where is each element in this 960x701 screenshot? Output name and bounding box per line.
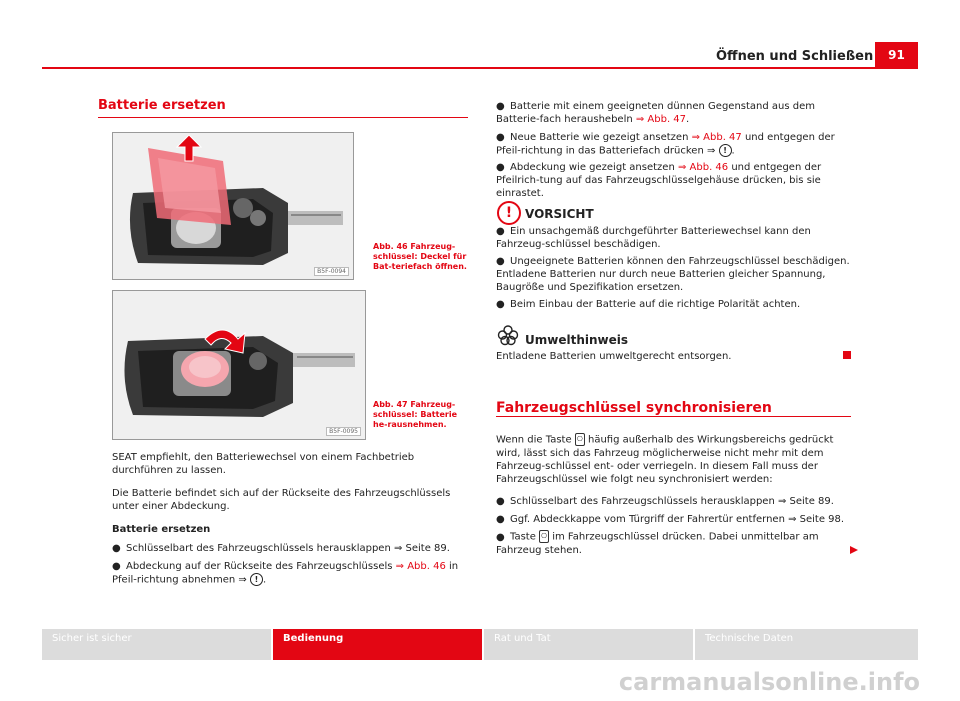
warning-icon: ! [497,201,521,225]
figure-link[interactable]: ⇒ Abb. 47 [635,114,687,125]
key-battery-cover-illustration [113,133,353,279]
list-item: ● Ggf. Abdeckkappe vom Türgriff der Fahrertür entfernen ⇒ Seite 98. [496,514,845,525]
figure-link[interactable]: ⇒ Abb. 46 [395,561,446,572]
environment-icon [497,324,519,350]
list-item: ● Batterie mit einem geeigneten dünnen Gegenstand aus dem Batterie-fach heraushebeln ⇒ Abb. 47. [496,101,816,125]
continue-arrow-icon [850,546,858,554]
section-title-battery: Batterie ersetzen [98,98,226,113]
header-rule [42,67,918,69]
figure-47-caption: Abb. 47 Fahrzeug-schlüssel: Batterie he-rausnehmen. [373,400,457,429]
paragraph-location: Die Batterie befindet sich auf der Rückseite des Fahrzeugschlüssels unter einer Abdeckung. [112,488,451,512]
list-item: ● Schlüsselbart des Fahrzeugschlüssels herausklappen ⇒ Seite 89. [112,543,450,554]
environment-title: Umwelthinweis [525,333,629,347]
watermark-text: carmanualsonline.info [618,668,920,696]
figure-46 [112,132,354,280]
list-item: ● Beim Einbau der Batterie auf die richtige Polarität achten. [496,299,801,310]
figure-code: B5F-0094 [314,267,349,276]
subheading-battery: Batterie ersetzen [112,524,211,535]
list-item: ● Ein unsachgemäß durchgeführter Batteriewechsel kann den Fahrzeug-schlüssel beschädigen. [496,226,811,250]
list-item: ● Abdeckung auf der Rückseite des Fahrzeugschlüssels ⇒ Abb. 46 in Pfeil-richtung abnehmen ⇒ ! . [112,561,459,586]
figure-link[interactable]: ⇒ Abb. 47 [691,132,742,143]
list-item: ● Ungeeignete Batterien können den Fahrzeugschlüssel beschädigen. Entladene Batterien nur durch neue Batterien gleicher Spannung, Baugröße und Spezifikation ersetzen. [496,256,850,293]
section-rule [496,416,851,417]
key-button-icon: ⎔ [539,530,549,543]
footer-tab-safety[interactable]: Sicher ist sicher [42,629,271,660]
footer-tab-operation[interactable]: Bedienung [273,629,482,660]
page-number: 91 [875,42,918,68]
key-button-icon: ⎔ [575,433,585,446]
figure-47 [112,290,366,440]
environment-text: Entladene Batterien umweltgerecht entsorgen. [496,351,732,362]
section-rule [98,117,468,118]
key-battery-removal-illustration [113,291,365,439]
page-header-title: Öffnen und Schließen [716,49,874,64]
notice-icon: ! [719,144,732,157]
caution-title: VORSICHT [525,207,594,221]
figure-code: B5F-0095 [326,427,361,436]
notice-icon: ! [250,573,263,586]
list-item: ● Neue Batterie wie gezeigt ansetzen ⇒ Abb. 47 und entgegen der Pfeil-richtung in das Batteriefach drücken ⇒ ! . [496,132,835,157]
list-item: ● Abdeckung wie gezeigt ansetzen ⇒ Abb. 46 und entgegen der Pfeilrich-tung auf das Fahrzeugschlüsselgehäuse drücken, bis sie einrastet. [496,162,822,199]
list-item: ● Schlüsselbart des Fahrzeugschlüssels herausklappen ⇒ Seite 89. [496,496,834,507]
paragraph-sync: Wenn die Taste ⎔ häufig außerhalb des Wirkungsbereichs gedrückt wird, lässt sich das Fahrzeug möglicherweise nicht mehr mit dem Fahrzeug-schlüssel ent- oder verriegeln. In diesem Fall muss der Fahrzeugschlüssel wie folgt neu synchronisiert werden: [496,434,834,485]
list-item: ● Taste ⎔ im Fahrzeugschlüssel drücken. Dabei unmittelbar am Fahrzeug stehen. [496,531,819,556]
figure-46-caption: Abb. 46 Fahrzeug-schlüssel: Deckel für Bat-teriefach öffnen. [373,242,467,271]
figure-link[interactable]: ⇒ Abb. 46 [677,162,729,173]
paragraph-recommendation: SEAT empfiehlt, den Batteriewechsel von einem Fachbetrieb durchführen zu lassen. [112,452,415,476]
footer-tab-tips[interactable]: Rat und Tat [484,629,693,660]
section-title-sync: Fahrzeugschlüssel synchronisieren [496,400,772,416]
end-marker-square [843,351,851,359]
footer-tab-technical-data[interactable]: Technische Daten [695,629,918,660]
